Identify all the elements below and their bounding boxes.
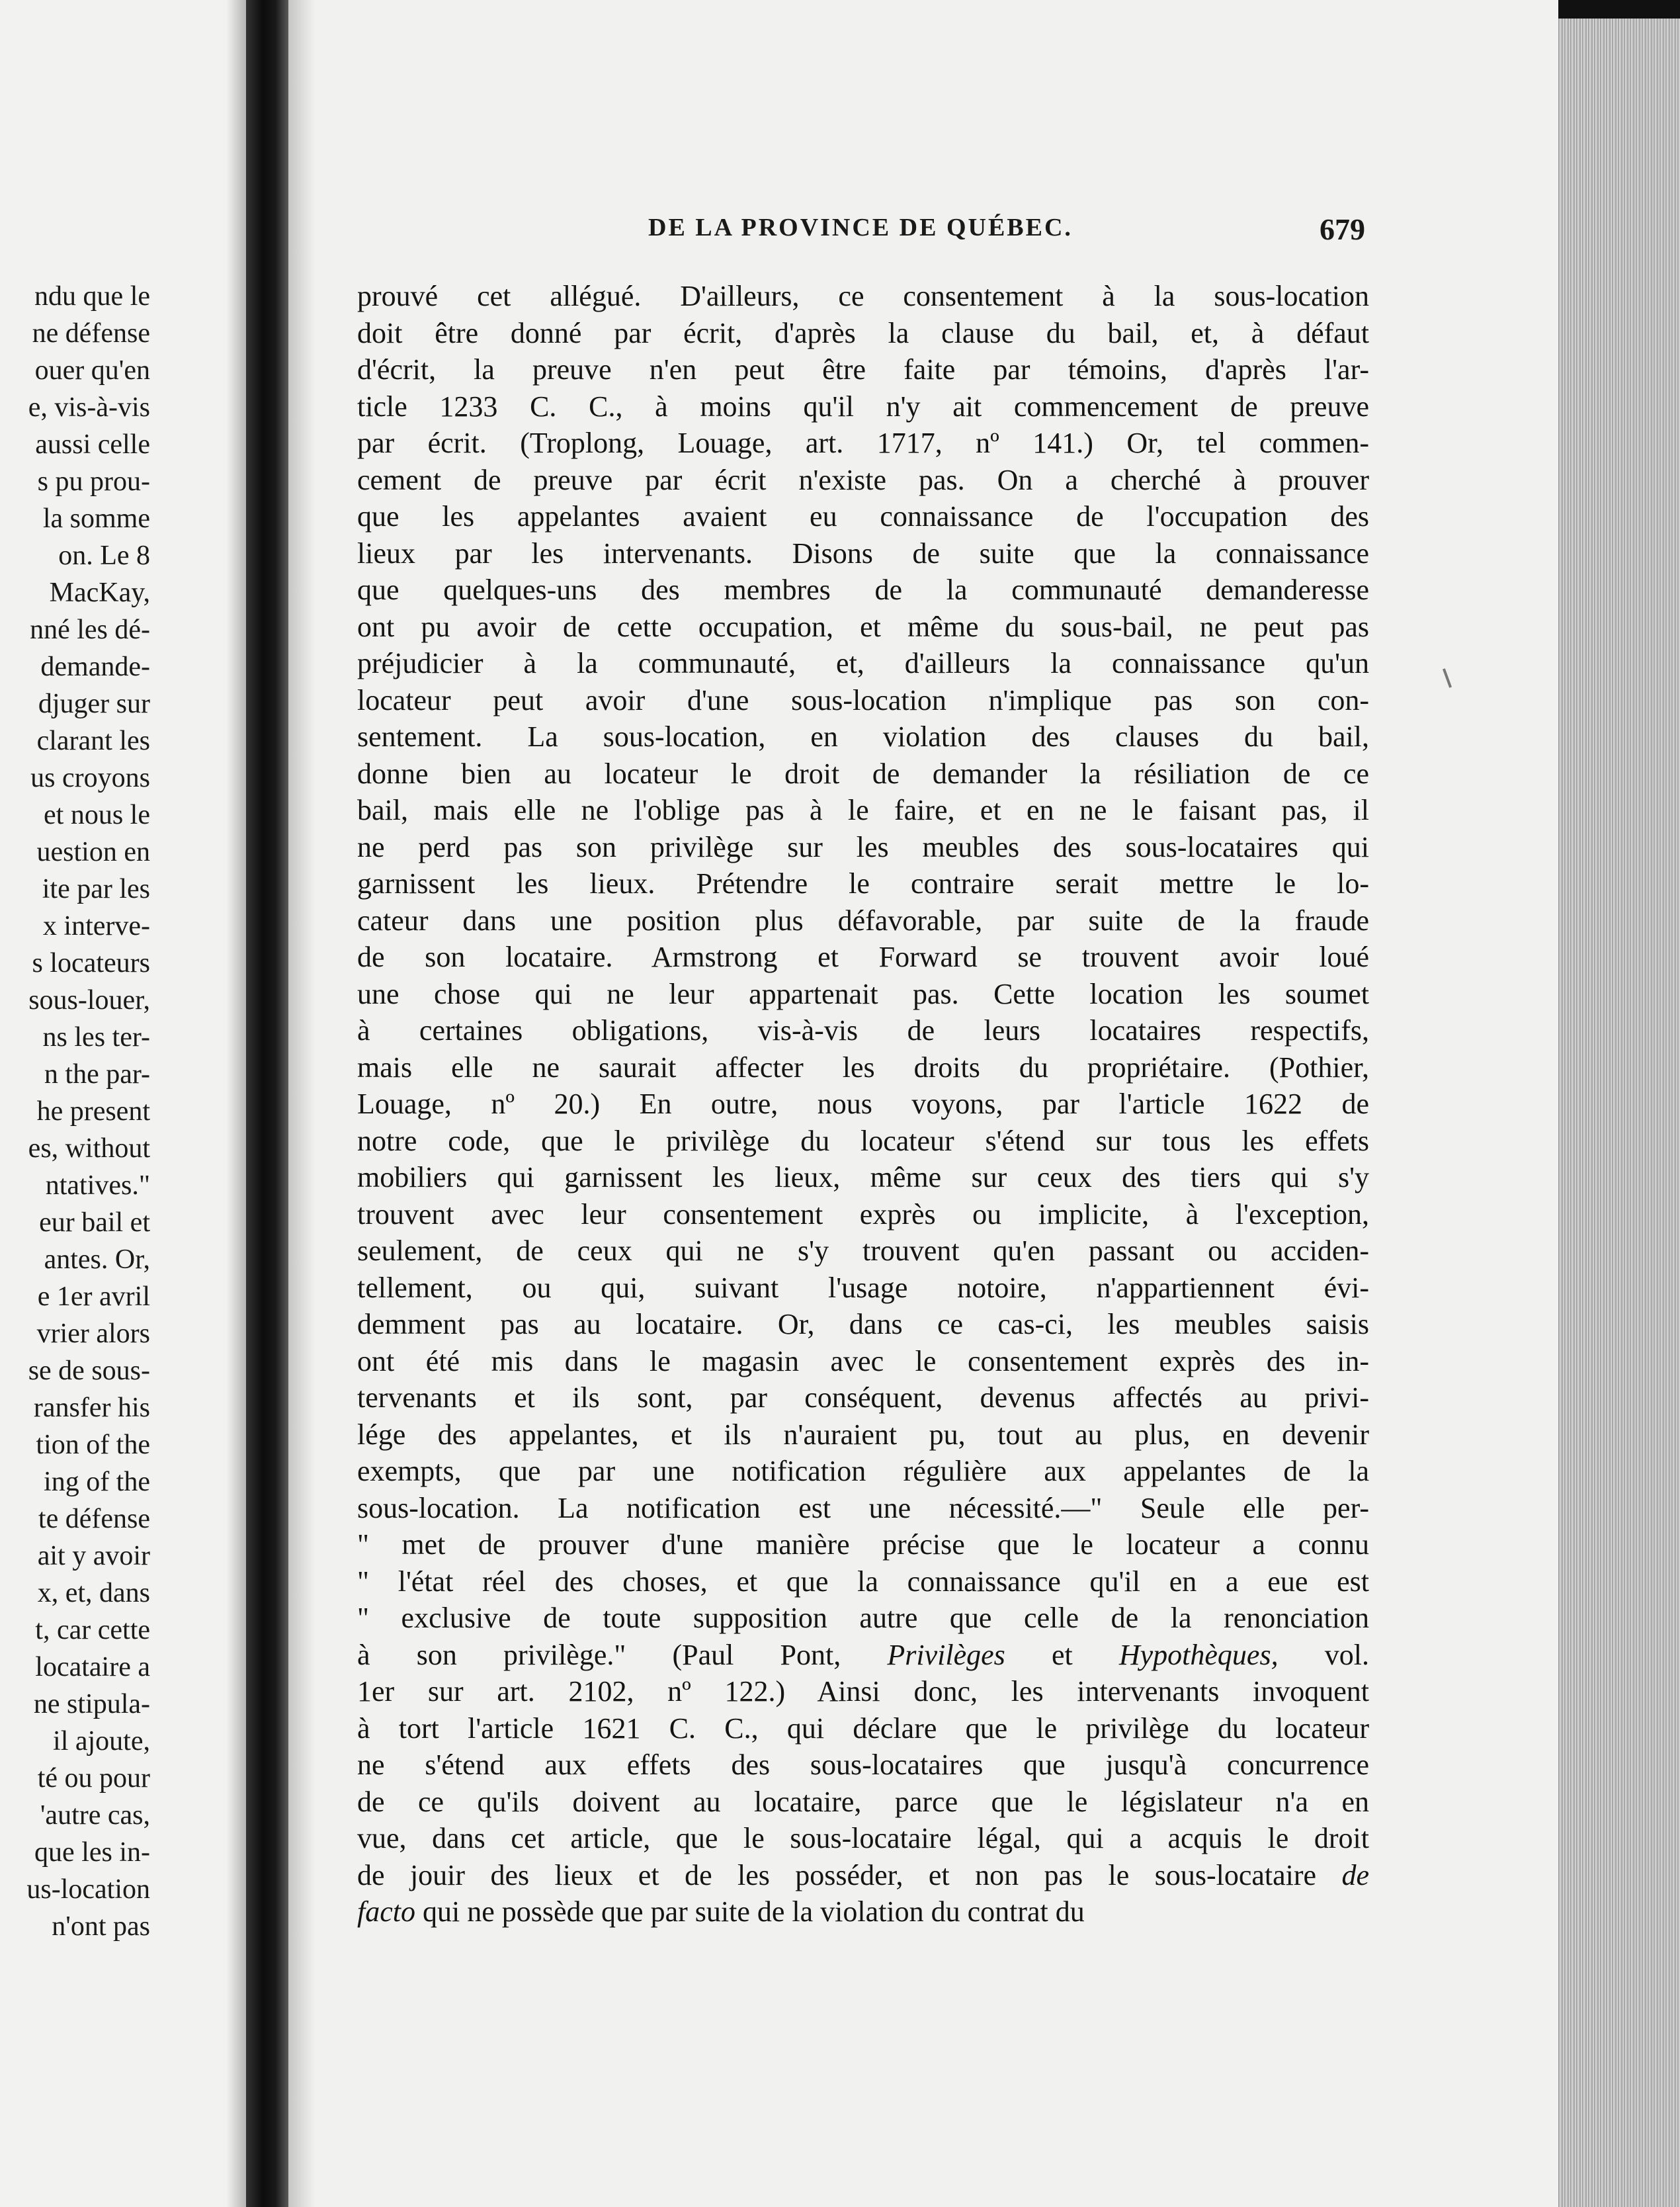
running-head: DE LA PROVINCE DE QUÉBEC. [648,214,1073,241]
body-line: trouvent avec leur consentement exprès ou implicite, à l'exception, [357,1197,1369,1231]
left-facing-page [0,0,246,2207]
body-line: demment pas au locataire. Or, dans ce cas-ci, les meubles saisis [357,1308,1369,1340]
body-line: ont été mis dans le magasin avec le consentement exprès des in- [357,1344,1369,1377]
body-line: à tort l'article 1621 C. C., qui déclare que le privilège du locateur [357,1711,1369,1745]
left-page-line: t, car cette [35,1615,150,1645]
body-line: mais elle ne saurait affecter les droits du propriétaire. (Pothier, [357,1051,1369,1084]
body-line: locateur peut avoir d'une sous-location n'implique pas son con- [357,683,1369,716]
body-line: seulement, de ceux qui ne s'y trouvent qu'en passant ou acciden- [357,1234,1369,1267]
left-page-line: locataire a [35,1652,150,1682]
left-page-line: ns les ter- [42,1022,150,1053]
body-line: par écrit. (Troplong, Louage, art. 1717, nº 141.) Or, tel commen- [357,427,1369,459]
left-page-line: x interve- [42,911,150,941]
left-page-line: se de sous- [28,1356,150,1386]
left-page-line: ransfer his [33,1393,150,1423]
body-line: tellement, ou qui, suivant l'usage notoire, n'appartiennent évi- [357,1271,1369,1304]
body-line: lége des appelantes, et ils n'auraient pu, tout au plus, en devenir [357,1418,1369,1451]
left-page-line: s locateurs [32,948,150,978]
left-page-line: aussi celle [35,429,150,460]
body-line: " met de prouver d'une manière précise que le locateur a connu [357,1528,1369,1561]
left-page-line: ne stipula- [33,1689,150,1719]
left-page-line: ndu que le [34,281,150,312]
body-line: à son privilège." (Paul Pont, Privilèges et Hypothèques, vol. [357,1638,1369,1671]
left-page-line: djuger sur [38,689,150,719]
left-page-line: es, without [28,1133,150,1164]
body-line: à certaines obligations, vis-à-vis de leurs locataires respectifs, [357,1014,1369,1047]
left-page-line: ing of the [44,1467,150,1497]
page-edge-top-shadow [1558,0,1680,19]
body-line: de ce qu'ils doivent au locataire, parce que le législateur n'a en [357,1785,1369,1818]
body-line: sentement. La sous-location, en violation des clauses du bail, [357,720,1369,753]
left-page-line: ne défense [32,318,150,349]
body-line: tervenants et ils sont, par conséquent, devenus affectés au privi- [357,1381,1369,1414]
book-gutter [246,0,288,2207]
left-page-line: e, vis-à-vis [28,392,150,423]
body-line: mobiliers qui garnissent les lieux, même sur ceux des tiers qui s'y [357,1161,1369,1193]
body-line: ne s'étend aux effets des sous-locataires que jusqu'à concurrence [357,1749,1369,1781]
left-page-line: s pu prou- [37,466,150,497]
left-page-line: ntatives." [45,1170,150,1201]
page-number: 679 [1320,212,1365,246]
body-line: sous-location. La notification est une nécessité.—" Seule elle per- [357,1491,1369,1524]
left-page-shadow [226,0,246,2207]
body-line: ticle 1233 C. C., à moins qu'il n'y ait commencement de preuve [357,390,1369,423]
left-page-line: he present [36,1096,150,1127]
body-line: facto qui ne possède que par suite de la violation du contrat du [357,1895,1085,1928]
left-page-line: uestion en [36,837,150,867]
left-page-line: x, et, dans [37,1578,150,1608]
left-page-line: il ajoute, [53,1726,150,1756]
left-page-line: on. Le 8 [58,541,150,571]
left-page-line: antes. Or, [44,1244,150,1275]
body-line: notre code, que le privilège du locateur s'étend sur tous les effets [357,1124,1369,1157]
body-line: 1er sur art. 2102, nº 122.) Ainsi donc, les intervenants invoquent [357,1675,1369,1708]
left-page-line: ouer qu'en [34,355,150,386]
left-page-line: n the par- [44,1059,150,1090]
page-edge-stack [1558,0,1680,2207]
left-page-line: demande- [40,652,150,682]
left-page-line: ite par les [42,874,150,904]
body-line: vue, dans cet article, que le sous-locataire légal, qui a acquis le droit [357,1822,1369,1854]
left-page-line: clarant les [36,726,150,756]
body-line: cateur dans une position plus défavorable, par suite de la fraude [357,904,1369,937]
body-line: exempts, que par une notification régulière aux appelantes de la [357,1455,1369,1487]
left-page-line: e 1er avril [37,1281,150,1312]
body-line: de jouir des lieux et de les posséder, et non pas le sous-locataire de [357,1858,1369,1891]
left-page-line: 'autre cas, [40,1800,150,1831]
body-line: d'écrit, la preuve n'en peut être faite par témoins, d'après l'ar- [357,353,1369,386]
body-line: de son locataire. Armstrong et Forward se trouvent avoir loué [357,941,1369,973]
left-page-line: te défense [38,1504,150,1534]
left-page-line: eur bail et [39,1207,150,1238]
left-page-line: ait y avoir [37,1541,150,1571]
left-page-line: et nous le [44,800,150,830]
body-text [357,278,1369,1930]
body-line: donne bien au locateur le droit de demander la résiliation de ce [357,757,1369,790]
body-line: " exclusive de toute supposition autre que celle de la renonciation [357,1602,1369,1634]
left-page-text [0,278,150,1945]
left-page-line: té ou pour [37,1763,150,1794]
left-page-line: la somme [42,503,150,534]
body-line: ne perd pas son privilège sur les meubles des sous-locataires qui [357,830,1369,863]
left-page-line: sous-louer, [28,985,150,1016]
left-page-line: us-location [26,1874,150,1905]
body-line: ont pu avoir de cette occupation, et même du sous-bail, ne peut pas [357,610,1369,643]
body-line: lieux par les intervenants. Disons de suite que la connaissance [357,537,1369,570]
left-page-line: tion of the [36,1430,150,1460]
body-line: une chose qui ne leur appartenait pas. Cette location les soumet [357,977,1369,1010]
body-line: Louage, nº 20.) En outre, nous voyons, par l'article 1622 de [357,1088,1369,1120]
right-page-shadow [288,0,315,2207]
body-line: préjudicier à la communauté, et, d'ailleurs la connaissance qu'un [357,647,1369,679]
body-line: bail, mais elle ne l'oblige pas à le faire, et en ne le faisant pas, il [357,794,1369,826]
body-line: que quelques-uns des membres de la communauté demanderesse [357,574,1369,606]
left-page-line: MacKay, [49,578,150,608]
body-line: cement de preuve par écrit n'existe pas. On a cherché à prouver [357,463,1369,496]
body-line: garnissent les lieux. Prétendre le contraire serait mettre le lo- [357,867,1369,900]
body-line: " l'état réel des choses, et que la connaissance qu'il en a eue est [357,1565,1369,1598]
left-page-line: que les in- [34,1837,150,1868]
left-page-line: n'ont pas [52,1911,150,1942]
left-page-line: us croyons [30,763,150,793]
body-line: doit être donné par écrit, d'après la clause du bail, et, à défaut [357,316,1369,349]
left-page-line: nné les dé- [30,615,150,645]
body-line: que les appelantes avaient eu connaissance de l'occupation des [357,500,1369,533]
left-page-line: vrier alors [36,1319,150,1349]
body-line: prouvé cet allégué. D'ailleurs, ce consentement à la sous-location [357,280,1369,312]
